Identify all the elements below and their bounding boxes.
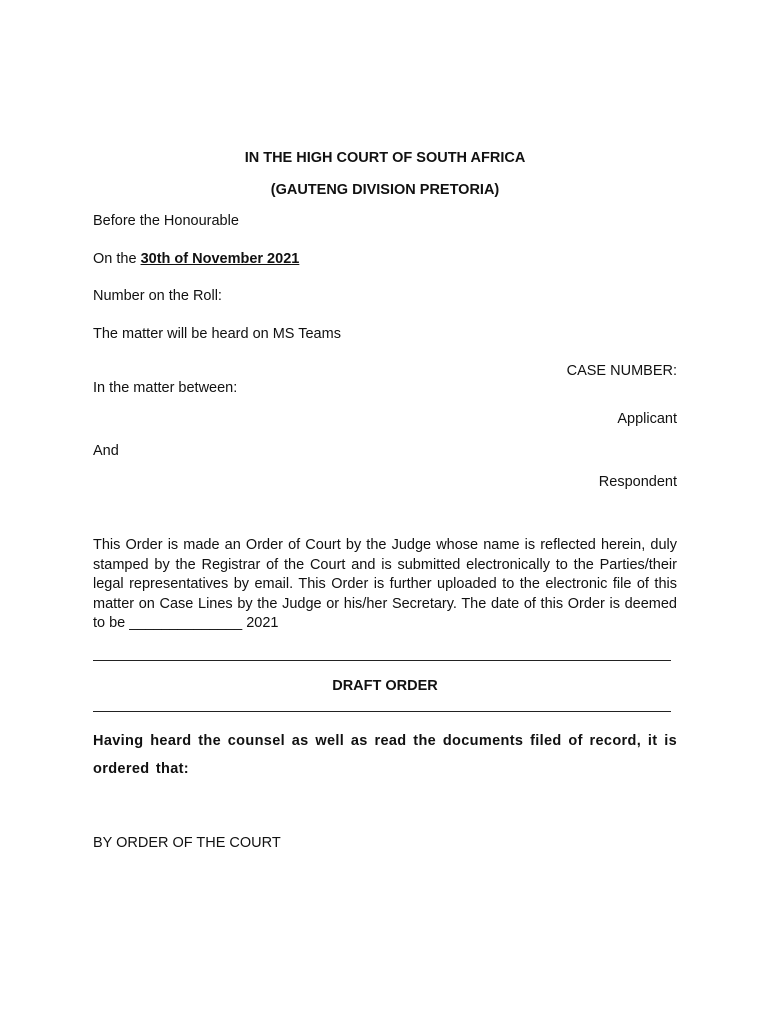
before-line: Before the Honourable <box>93 213 239 229</box>
bottom-divider <box>93 711 671 712</box>
date-prefix: On the <box>93 251 141 267</box>
roll-number-line: Number on the Roll: <box>93 288 222 304</box>
and-label: And <box>93 443 119 459</box>
respondent-label: Respondent <box>598 474 677 490</box>
court-heading: IN THE HIGH COURT OF SOUTH AFRICA <box>244 150 526 166</box>
case-number-label: CASE NUMBER: <box>566 363 677 379</box>
hearing-date: 30th of November 2021 <box>140 251 300 267</box>
applicant-label: Applicant <box>617 411 677 427</box>
division-heading: (GAUTENG DIVISION PRETORIA) <box>270 182 500 198</box>
top-divider <box>93 660 671 661</box>
teams-line: The matter will be heard on MS Teams <box>93 326 341 342</box>
matter-between-label: In the matter between: <box>93 380 238 396</box>
date-line <box>93 251 299 267</box>
draft-order-title: DRAFT ORDER <box>332 678 438 694</box>
by-order-line: BY ORDER OF THE COURT <box>93 835 281 851</box>
ordered-that-paragraph: Having heard the counsel as well as read the documents filed of record, it is ordered that: <box>93 733 677 777</box>
notice-paragraph: This Order is made an Order of Court by the Judge whose name is reflected herein, duly stamped by the Registrar of the Court and is submitted electronically to the Parties/their legal representatives by email. This Order is further uploaded to the electronic file of this matter on Case Lines by the Judge or his/her Secretary. The date of this Order is deemed to be ______________ 2021 <box>93 537 677 631</box>
